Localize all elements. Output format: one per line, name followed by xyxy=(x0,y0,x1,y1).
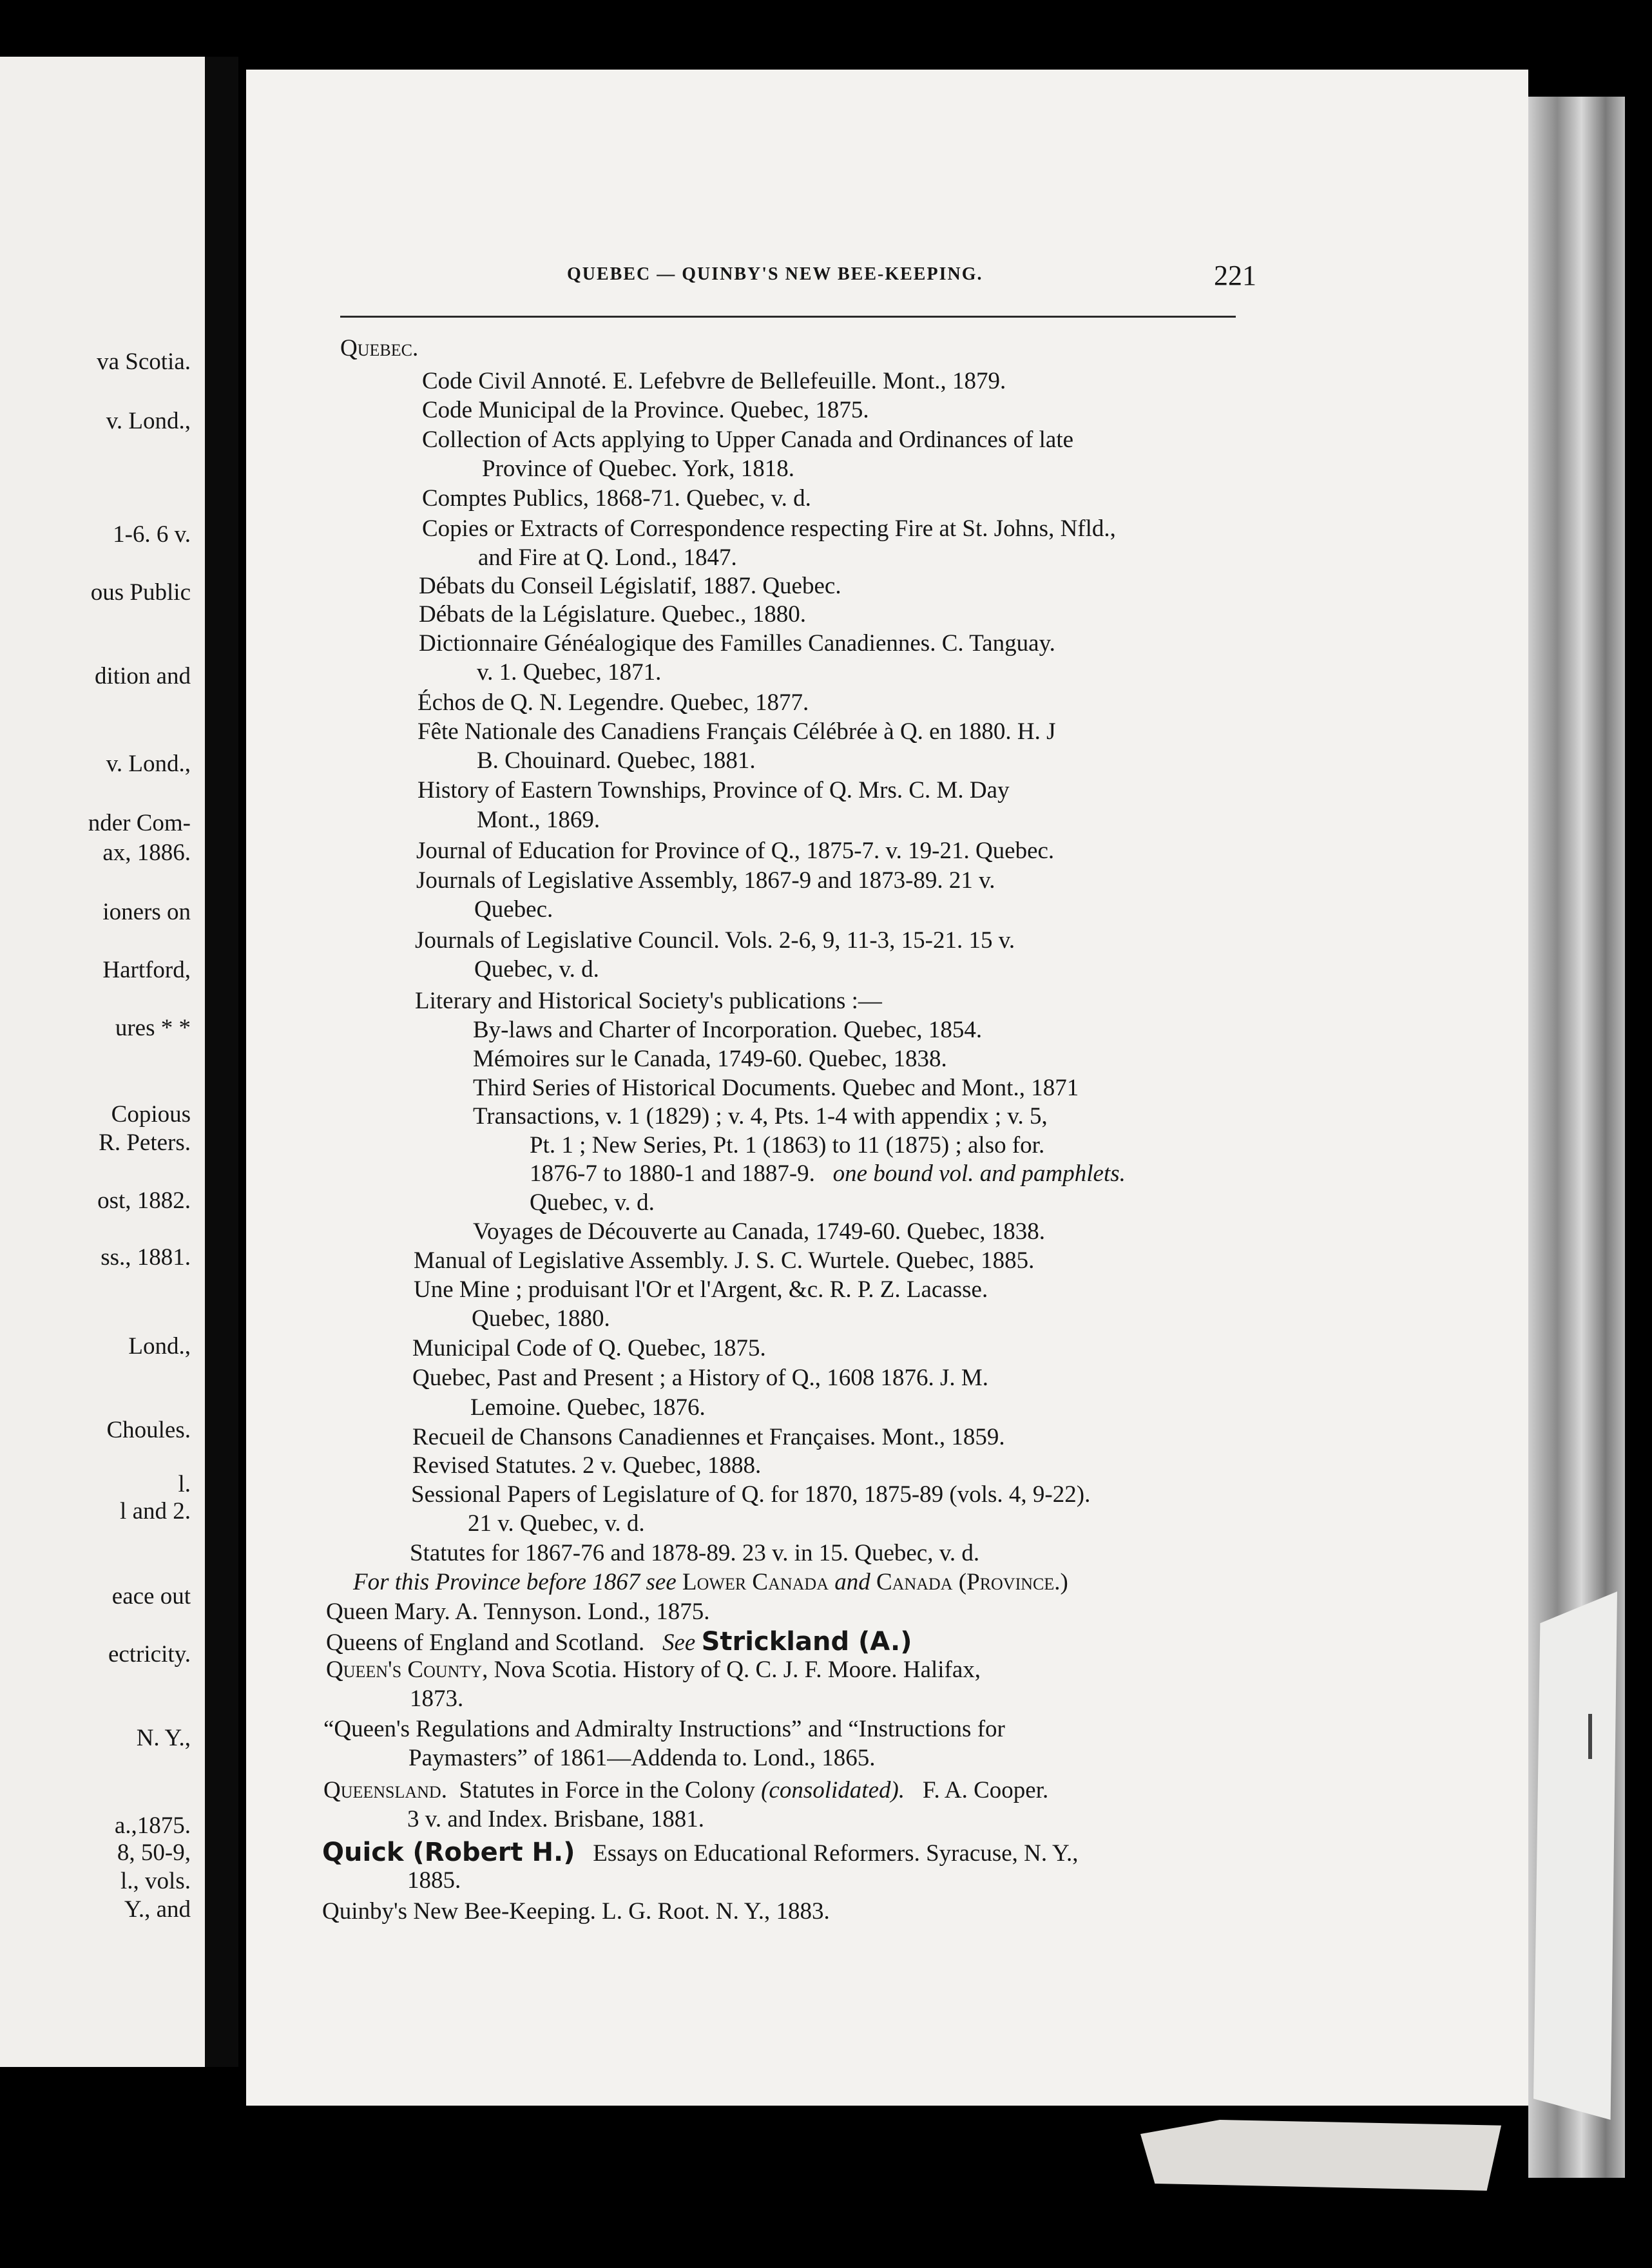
smallcaps-heading: Queensland. xyxy=(323,1777,447,1803)
left-page-text-fragment: Y., and xyxy=(124,1896,191,1923)
entry-line: Statutes for 1867-76 and 1878-89. 23 v. in 15. Quebec, v. d. xyxy=(410,1540,980,1566)
entry-text: 1876-7 to 1880-1 and 1887-9. xyxy=(530,1160,815,1187)
entry-line: Collection of Acts applying to Upper Canada and Ordinances of late xyxy=(422,427,1074,453)
entry-text: Nova Scotia. History of Q. C. J. F. Moore. Halifax, xyxy=(494,1657,981,1683)
entry-line xyxy=(326,1658,981,1682)
left-page-text-fragment: Lond., xyxy=(128,1333,191,1360)
smallcaps-heading: Queen's County, xyxy=(326,1657,488,1683)
entry-line: Débats du Conseil Législatif, 1887. Quebec. xyxy=(419,573,841,599)
left-page-text-fragment: ss., 1881. xyxy=(101,1244,191,1271)
bold-heading: Strickland (A.) xyxy=(701,1627,912,1657)
entry-line: Débats de la Législature. Quebec., 1880. xyxy=(419,601,807,628)
entry-line: 1873. xyxy=(410,1686,464,1712)
xref-target: Lower Canada xyxy=(682,1569,829,1595)
entry-line: By-laws and Charter of Incorporation. Quebec, 1854. xyxy=(473,1017,983,1043)
entry-line: Manual of Legislative Assembly. J. S. C. Wurtele. Quebec, 1885. xyxy=(414,1247,1035,1274)
entry-line: Voyages de Découverte au Canada, 1749-60. Quebec, 1838. xyxy=(473,1218,1046,1245)
entry-line: Quebec, Past and Present ; a History of Q., 1608 1876. J. M. xyxy=(412,1365,989,1391)
entry-line: “Queen's Regulations and Admiralty Instructions” and “Instructions for xyxy=(323,1716,1005,1742)
entry-line: Lemoine. Quebec, 1876. xyxy=(470,1394,706,1421)
entry-line: Journals of Legislative Assembly, 1867-9 and 1873-89. 21 v. xyxy=(416,867,995,894)
entry-line: Comptes Publics, 1868-71. Quebec, v. d. xyxy=(422,485,811,512)
entry-line: Quebec, v. d. xyxy=(530,1189,655,1216)
entry-line: Échos de Q. N. Legendre. Quebec, 1877. xyxy=(418,689,809,716)
entry-line: Mémoires sur le Canada, 1749-60. Quebec, 1838. xyxy=(473,1046,947,1072)
xref-target: Canada (Province.) xyxy=(876,1569,1068,1595)
entry-line: Province of Quebec. York, 1818. xyxy=(482,456,795,482)
entry-line: 3 v. and Index. Brisbane, 1881. xyxy=(407,1806,705,1832)
left-page-text-fragment: ost, 1882. xyxy=(97,1187,191,1214)
entry-line: Paymasters” of 1861—Addenda to. Lond., 1865. xyxy=(408,1745,876,1771)
left-page-text-fragment: ures * * xyxy=(115,1015,191,1041)
entry-line: v. 1. Quebec, 1871. xyxy=(477,659,662,686)
xref-conj: and xyxy=(834,1569,870,1595)
entry-text: Essays on Educational Reformers. Syracuse, N. Y., xyxy=(593,1840,1079,1867)
cross-reference-line xyxy=(353,1570,1068,1594)
left-page-text-fragment: Choules. xyxy=(106,1417,191,1443)
entry-line: Copies or Extracts of Correspondence respecting Fire at St. Johns, Nfld., xyxy=(422,515,1116,542)
left-page-text-fragment: Copious xyxy=(111,1101,191,1128)
entry-line: Quebec. xyxy=(474,896,553,923)
italic-text: (consolidated). xyxy=(761,1777,905,1803)
entry-line: Code Municipal de la Province. Quebec, 1875. xyxy=(422,397,869,423)
entry-line xyxy=(322,1840,1078,1865)
entry-line: Pt. 1 ; New Series, Pt. 1 (1863) to 11 (1875) ; also for. xyxy=(530,1132,1045,1158)
entry-line: Third Series of Historical Documents. Quebec and Mont., 1871 xyxy=(473,1075,1079,1101)
page-number: 221 xyxy=(1214,260,1256,291)
left-page-text-fragment: ectricity. xyxy=(108,1641,191,1667)
entry-line xyxy=(530,1162,1126,1186)
xref-text: For this Province before 1867 see xyxy=(353,1569,677,1595)
entry-line: Municipal Code of Q. Quebec, 1875. xyxy=(412,1335,766,1361)
running-head: QUEBEC — QUINBY'S NEW BEE-KEEPING. xyxy=(567,264,983,284)
entry-line: B. Chouinard. Quebec, 1881. xyxy=(477,747,756,774)
entry-line xyxy=(323,1778,1048,1802)
left-page-text-fragment: ax, 1886. xyxy=(102,840,191,866)
left-page-text-fragment: Hartford, xyxy=(102,957,191,983)
left-page-text-fragment: nder Com- xyxy=(88,810,191,836)
entry-text: F. A. Cooper. xyxy=(922,1777,1049,1803)
left-page-text-fragment: l and 2. xyxy=(120,1498,191,1524)
entry-line: Journals of Legislative Council. Vols. 2-6, 9, 11-3, 15-21. 15 v. xyxy=(415,927,1015,954)
entry-line: Literary and Historical Society's publications :— xyxy=(415,988,882,1014)
left-page-text-fragment: v. Lond., xyxy=(106,408,191,434)
left-page-text-fragment: ioners on xyxy=(102,899,191,925)
entry-line: Queen Mary. A. Tennyson. Lond., 1875. xyxy=(326,1599,710,1625)
left-page-text-fragment: va Scotia. xyxy=(97,349,191,375)
entry-line: Sessional Papers of Legislature of Q. for 1870, 1875-89 (vols. 4, 9-22). xyxy=(411,1481,1091,1508)
entry-text: Queens of England and Scotland. xyxy=(326,1629,645,1656)
see-text: See xyxy=(662,1629,696,1656)
entry-line: Fête Nationale des Canadiens Français Célébrée à Q. en 1880. H. J xyxy=(418,718,1056,745)
left-page-text-fragment: eace out xyxy=(111,1583,191,1610)
entry-line: Quebec, 1880. xyxy=(472,1305,610,1332)
entry-italic-text: one bound vol. and pamphlets. xyxy=(832,1160,1126,1187)
entry-line: 1885. xyxy=(407,1867,461,1894)
entry-line: Journal of Education for Province of Q., 1875-7. v. 19-21. Quebec. xyxy=(416,838,1055,864)
entry-line xyxy=(326,1629,912,1655)
entry-line: Une Mine ; produisant l'Or et l'Argent, &c. R. P. Z. Lacasse. xyxy=(414,1276,988,1303)
entry-line: Code Civil Annoté. E. Lefebvre de Bellefeuille. Mont., 1879. xyxy=(422,368,1006,394)
entry-line: Revised Statutes. 2 v. Quebec, 1888. xyxy=(412,1452,762,1479)
entry-line: Mont., 1869. xyxy=(477,807,600,833)
entry-line: and Fire at Q. Lond., 1847. xyxy=(478,544,737,571)
left-page-text-fragment: a.,1875. xyxy=(114,1812,191,1839)
left-page-text-fragment: ous Public xyxy=(90,579,191,606)
left-page-text-fragment: N. Y., xyxy=(136,1725,191,1751)
left-page-text-fragment: l. xyxy=(178,1471,191,1497)
entry-line: 21 v. Quebec, v. d. xyxy=(468,1510,645,1537)
entry-line: Recueil de Chansons Canadiennes et Françaises. Mont., 1859. xyxy=(412,1424,1005,1450)
left-page-text-fragment: v. Lond., xyxy=(106,751,191,777)
entry-text: Statutes in Force in the Colony xyxy=(459,1777,755,1803)
entry-line: Quinby's New Bee-Keeping. L. G. Root. N. Y., 1883. xyxy=(322,1898,830,1925)
left-page-text-fragment: l., vols. xyxy=(120,1868,191,1894)
left-page-text-fragment: R. Peters. xyxy=(99,1129,191,1156)
left-page-text-fragment: 8, 50-9, xyxy=(117,1840,191,1866)
left-page-text-fragment: 1-6. 6 v. xyxy=(113,521,191,548)
entry-line: Transactions, v. 1 (1829) ; v. 4, Pts. 1-4 with appendix ; v. 5, xyxy=(473,1103,1048,1129)
left-page-text-fragment: dition and xyxy=(94,663,191,689)
heading-quebec: Quebec. xyxy=(340,335,419,361)
entry-line: Quebec, v. d. xyxy=(474,956,599,983)
bold-heading: Quick (Robert H.) xyxy=(322,1838,575,1867)
entry-line: Dictionnaire Généalogique des Familles Canadiennes. C. Tanguay. xyxy=(419,630,1055,657)
entry-line: History of Eastern Townships, Province of Q. Mrs. C. M. Day xyxy=(418,777,1010,803)
